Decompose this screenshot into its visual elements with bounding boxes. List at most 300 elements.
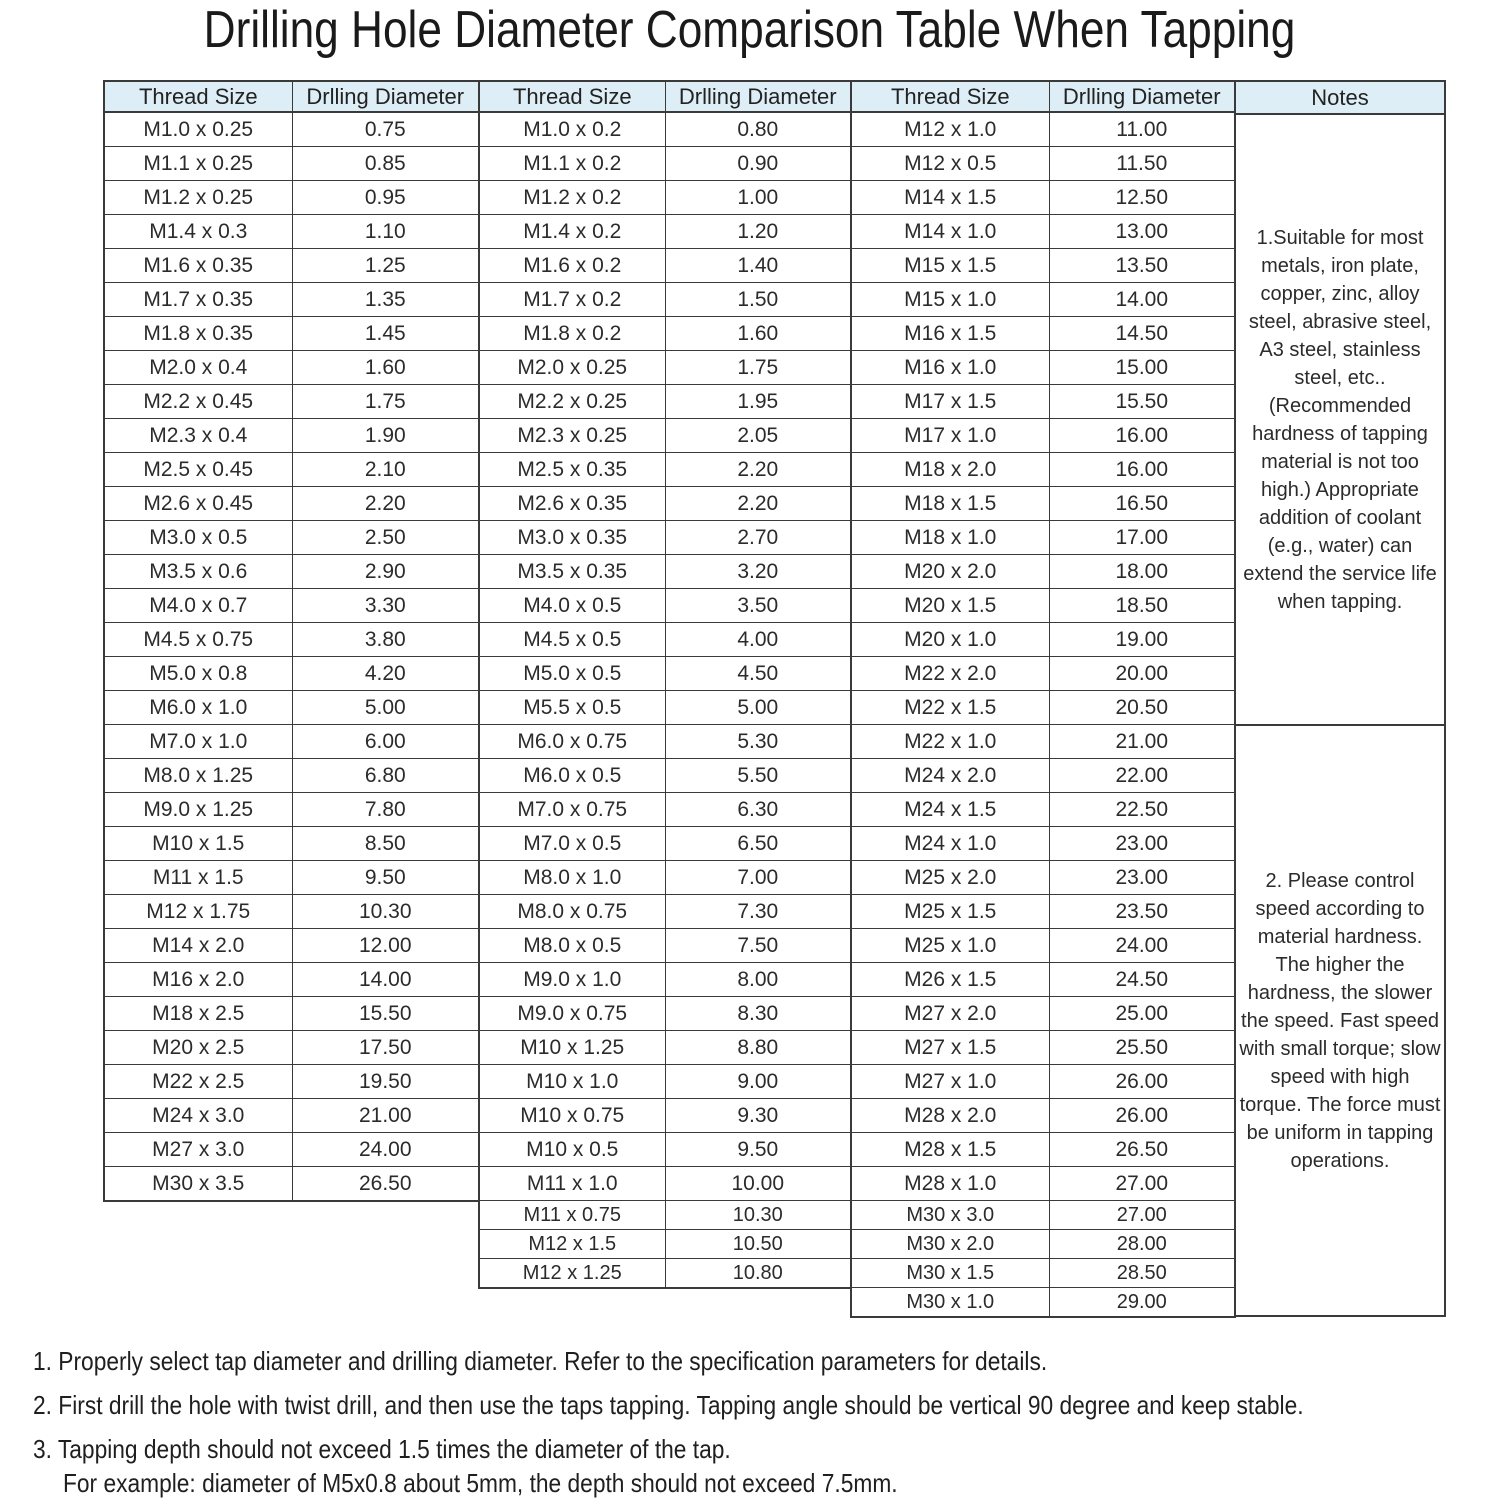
drill-diameter-cell: 1.75 bbox=[665, 351, 851, 385]
table-row bbox=[851, 657, 1235, 691]
drill-diameter-cell: 0.90 bbox=[665, 147, 851, 181]
table-row bbox=[479, 725, 851, 759]
drill-diameter-cell: 18.50 bbox=[1049, 589, 1235, 623]
thread-size-cell: M2.2 x 0.25 bbox=[479, 385, 665, 419]
table-row bbox=[104, 555, 479, 589]
drill-diameter-cell: 6.50 bbox=[665, 827, 851, 861]
table-row bbox=[851, 487, 1235, 521]
drill-diameter-cell: 19.50 bbox=[292, 1065, 479, 1099]
table-row bbox=[479, 691, 851, 725]
thread-size-cell: M17 x 1.5 bbox=[851, 385, 1049, 419]
drill-diameter-cell: 1.25 bbox=[292, 249, 479, 283]
table-row bbox=[104, 657, 479, 691]
thread-size-cell: M27 x 2.0 bbox=[851, 997, 1049, 1031]
drill-diameter-cell: 2.70 bbox=[665, 521, 851, 555]
table-row bbox=[479, 215, 851, 249]
thread-size-cell: M1.6 x 0.35 bbox=[104, 249, 292, 283]
table-row bbox=[479, 487, 851, 521]
thread-size-cell: M16 x 2.0 bbox=[104, 963, 292, 997]
thread-size-cell: M24 x 2.0 bbox=[851, 759, 1049, 793]
thread-size-cell: M25 x 1.0 bbox=[851, 929, 1049, 963]
drill-diameter-cell: 24.00 bbox=[1049, 929, 1235, 963]
table-row bbox=[104, 419, 479, 453]
thread-size-cell: M28 x 1.0 bbox=[851, 1167, 1049, 1201]
drill-diameter-cell: 24.00 bbox=[292, 1133, 479, 1167]
drill-diameter-cell: 3.50 bbox=[665, 589, 851, 623]
table-row bbox=[104, 283, 479, 317]
thread-size-cell: M1.0 x 0.2 bbox=[479, 112, 665, 147]
thread-size-cell: M11 x 1.5 bbox=[104, 861, 292, 895]
thread-size-cell: M24 x 3.0 bbox=[104, 1099, 292, 1133]
table-row bbox=[104, 997, 479, 1031]
thread-size-cell: M22 x 1.5 bbox=[851, 691, 1049, 725]
thread-size-cell: M14 x 1.5 bbox=[851, 181, 1049, 215]
drill-diameter-cell: 27.00 bbox=[1049, 1201, 1235, 1230]
table-row bbox=[104, 1099, 479, 1133]
thread-size-cell: M8.0 x 1.0 bbox=[479, 861, 665, 895]
thread-size-cell: M15 x 1.5 bbox=[851, 249, 1049, 283]
drill-diameter-cell: 1.95 bbox=[665, 385, 851, 419]
drill-diameter-cell: 19.00 bbox=[1049, 623, 1235, 657]
drill-diameter-cell: 1.75 bbox=[292, 385, 479, 419]
thread-size-cell: M5.0 x 0.5 bbox=[479, 657, 665, 691]
thread-size-cell: M1.2 x 0.25 bbox=[104, 181, 292, 215]
drill-diameter-cell: 2.10 bbox=[292, 453, 479, 487]
note-2: 2. Please control speed according to material hardness. The higher the hardness, the slower the speed. Fast speed with small torque; slow speed with high torque. The force must be uniform in tapping operations. bbox=[1234, 726, 1446, 1317]
table-row bbox=[479, 1065, 851, 1099]
thread-size-cell: M18 x 1.5 bbox=[851, 487, 1049, 521]
footnotes bbox=[33, 1346, 1485, 1499]
table-row bbox=[104, 112, 479, 147]
thread-size-cell: M10 x 1.5 bbox=[104, 827, 292, 861]
thread-size-cell: M4.5 x 0.5 bbox=[479, 623, 665, 657]
thread-size-cell: M17 x 1.0 bbox=[851, 419, 1049, 453]
table-row bbox=[851, 759, 1235, 793]
table-row bbox=[479, 317, 851, 351]
thread-size-cell: M11 x 0.75 bbox=[479, 1201, 665, 1230]
table-row bbox=[104, 453, 479, 487]
thread-size-cell: M2.0 x 0.4 bbox=[104, 351, 292, 385]
table-row bbox=[851, 1201, 1235, 1230]
table-row bbox=[479, 351, 851, 385]
table-row bbox=[851, 691, 1235, 725]
drill-diameter-cell: 8.00 bbox=[665, 963, 851, 997]
table-row bbox=[851, 793, 1235, 827]
table-row bbox=[104, 895, 479, 929]
thread-size-cell: M18 x 2.0 bbox=[851, 453, 1049, 487]
drill-diameter-cell: 15.50 bbox=[292, 997, 479, 1031]
table-row bbox=[479, 997, 851, 1031]
thread-size-cell: M2.5 x 0.35 bbox=[479, 453, 665, 487]
drill-diameter-cell: 26.50 bbox=[292, 1167, 479, 1202]
table-row bbox=[851, 555, 1235, 589]
thread-size-cell: M1.4 x 0.2 bbox=[479, 215, 665, 249]
table-row bbox=[104, 623, 479, 657]
table-row bbox=[479, 1230, 851, 1259]
table-row bbox=[851, 725, 1235, 759]
drill-diameter-cell: 1.20 bbox=[665, 215, 851, 249]
thread-size-cell: M27 x 3.0 bbox=[104, 1133, 292, 1167]
table-row bbox=[104, 215, 479, 249]
thread-size-cell: M12 x 1.5 bbox=[479, 1230, 665, 1259]
table-row bbox=[479, 963, 851, 997]
drill-diameter-cell: 22.50 bbox=[1049, 793, 1235, 827]
thread-size-cell: M10 x 1.25 bbox=[479, 1031, 665, 1065]
drill-diameter-cell: 15.00 bbox=[1049, 351, 1235, 385]
drill-diameter-cell: 10.30 bbox=[292, 895, 479, 929]
thread-size-cell: M22 x 2.5 bbox=[104, 1065, 292, 1099]
thread-size-cell: M12 x 0.5 bbox=[851, 147, 1049, 181]
table-row bbox=[104, 521, 479, 555]
drill-diameter-cell: 1.90 bbox=[292, 419, 479, 453]
table-row bbox=[104, 181, 479, 215]
drill-diameter-cell: 2.50 bbox=[292, 521, 479, 555]
drill-diameter-cell: 18.00 bbox=[1049, 555, 1235, 589]
table-row bbox=[479, 1167, 851, 1201]
notes-column bbox=[1234, 80, 1446, 1317]
drill-diameter-cell: 25.00 bbox=[1049, 997, 1235, 1031]
table-row bbox=[104, 1065, 479, 1099]
table-row bbox=[479, 1099, 851, 1133]
drill-diameter-cell: 17.50 bbox=[292, 1031, 479, 1065]
drill-diameter-cell: 9.50 bbox=[292, 861, 479, 895]
table-row bbox=[851, 385, 1235, 419]
thread-size-cell: M1.8 x 0.35 bbox=[104, 317, 292, 351]
thread-size-cell: M2.3 x 0.25 bbox=[479, 419, 665, 453]
thread-size-cell: M6.0 x 0.75 bbox=[479, 725, 665, 759]
table-row bbox=[851, 1133, 1235, 1167]
thread-table-3 bbox=[850, 80, 1236, 1318]
thread-size-cell: M2.5 x 0.45 bbox=[104, 453, 292, 487]
drill-diameter-cell: 11.50 bbox=[1049, 147, 1235, 181]
table-row bbox=[851, 861, 1235, 895]
page-title: Drilling Hole Diameter Comparison Table When Tapping bbox=[203, 1, 1296, 59]
drill-diameter-cell: 10.80 bbox=[665, 1259, 851, 1289]
table-row bbox=[104, 827, 479, 861]
drill-diameter-cell: 12.50 bbox=[1049, 181, 1235, 215]
footnote-3: 3. Tapping depth should not exceed 1.5 times the diameter of the tap. bbox=[33, 1434, 731, 1464]
thread-size-cell: M28 x 1.5 bbox=[851, 1133, 1049, 1167]
drill-diameter-cell: 8.30 bbox=[665, 997, 851, 1031]
table-row bbox=[104, 725, 479, 759]
drill-diameter-cell: 4.50 bbox=[665, 657, 851, 691]
drill-diameter-cell: 27.00 bbox=[1049, 1167, 1235, 1201]
table-row bbox=[851, 283, 1235, 317]
thread-size-cell: M2.2 x 0.45 bbox=[104, 385, 292, 419]
thread-table-1 bbox=[103, 80, 480, 1202]
thread-size-cell: M11 x 1.0 bbox=[479, 1167, 665, 1201]
thread-table-2 bbox=[478, 80, 852, 1289]
table-2-header-row bbox=[479, 81, 851, 112]
drill-diameter-cell: 2.90 bbox=[292, 555, 479, 589]
drill-diameter-cell: 1.60 bbox=[665, 317, 851, 351]
thread-size-cell: M24 x 1.0 bbox=[851, 827, 1049, 861]
drilling-diameter-header: Drlling Diameter bbox=[665, 81, 851, 112]
drill-diameter-cell: 9.30 bbox=[665, 1099, 851, 1133]
thread-size-cell: M30 x 1.5 bbox=[851, 1259, 1049, 1288]
thread-size-cell: M5.0 x 0.8 bbox=[104, 657, 292, 691]
drill-diameter-cell: 8.50 bbox=[292, 827, 479, 861]
thread-size-cell: M2.6 x 0.45 bbox=[104, 487, 292, 521]
drill-diameter-cell: 5.50 bbox=[665, 759, 851, 793]
table-row bbox=[851, 1099, 1235, 1133]
table-row bbox=[479, 1031, 851, 1065]
thread-size-cell: M1.4 x 0.3 bbox=[104, 215, 292, 249]
table-row bbox=[851, 997, 1235, 1031]
drill-diameter-cell: 20.50 bbox=[1049, 691, 1235, 725]
thread-size-cell: M2.3 x 0.4 bbox=[104, 419, 292, 453]
drill-diameter-cell: 0.85 bbox=[292, 147, 479, 181]
thread-size-cell: M9.0 x 1.25 bbox=[104, 793, 292, 827]
drill-diameter-cell: 23.00 bbox=[1049, 827, 1235, 861]
thread-size-cell: M27 x 1.0 bbox=[851, 1065, 1049, 1099]
thread-size-cell: M4.0 x 0.7 bbox=[104, 589, 292, 623]
thread-size-cell: M4.5 x 0.75 bbox=[104, 623, 292, 657]
thread-size-cell: M1.0 x 0.25 bbox=[104, 112, 292, 147]
thread-size-cell: M20 x 1.0 bbox=[851, 623, 1049, 657]
thread-size-cell: M10 x 1.0 bbox=[479, 1065, 665, 1099]
drill-diameter-cell: 10.30 bbox=[665, 1201, 851, 1230]
thread-size-cell: M16 x 1.0 bbox=[851, 351, 1049, 385]
thread-size-cell: M24 x 1.5 bbox=[851, 793, 1049, 827]
table-row bbox=[104, 1133, 479, 1167]
drill-diameter-cell: 7.30 bbox=[665, 895, 851, 929]
thread-size-cell: M8.0 x 1.25 bbox=[104, 759, 292, 793]
table-1-header-row bbox=[104, 81, 479, 112]
table-row bbox=[479, 385, 851, 419]
drill-diameter-cell: 11.00 bbox=[1049, 112, 1235, 147]
thread-size-cell: M12 x 1.75 bbox=[104, 895, 292, 929]
drill-diameter-cell: 1.40 bbox=[665, 249, 851, 283]
table-row bbox=[479, 827, 851, 861]
thread-size-header: Thread Size bbox=[479, 81, 665, 112]
thread-size-cell: M16 x 1.5 bbox=[851, 317, 1049, 351]
drill-diameter-cell: 21.00 bbox=[292, 1099, 479, 1133]
table-row bbox=[479, 147, 851, 181]
table-row bbox=[479, 1259, 851, 1289]
drill-diameter-cell: 14.50 bbox=[1049, 317, 1235, 351]
table-row bbox=[851, 351, 1235, 385]
drill-diameter-cell: 7.80 bbox=[292, 793, 479, 827]
table-row bbox=[479, 793, 851, 827]
drill-diameter-cell: 0.95 bbox=[292, 181, 479, 215]
thread-size-cell: M3.0 x 0.35 bbox=[479, 521, 665, 555]
table-row bbox=[479, 623, 851, 657]
table-row bbox=[104, 759, 479, 793]
thread-size-cell: M20 x 2.5 bbox=[104, 1031, 292, 1065]
drill-diameter-cell: 2.20 bbox=[665, 487, 851, 521]
drill-diameter-cell: 3.20 bbox=[665, 555, 851, 589]
thread-size-header: Thread Size bbox=[851, 81, 1049, 112]
note-1: 1.Suitable for most metals, iron plate, copper, zinc, alloy steel, abrasive steel, A3 steel, stainless steel, etc..(Recommended hardness of tapping material is not too high.) Appropriate addition of coolant (e.g., water) can extend the service life when tapping. bbox=[1234, 115, 1446, 726]
drill-diameter-cell: 3.80 bbox=[292, 623, 479, 657]
footnote-2: 2. First drill the hole with twist drill, and then use the taps tapping. Tapping angle should be vertical 90 degree and keep stable. bbox=[33, 1390, 1304, 1420]
drill-diameter-cell: 5.00 bbox=[292, 691, 479, 725]
drill-diameter-cell: 2.20 bbox=[665, 453, 851, 487]
table-row bbox=[851, 1288, 1235, 1318]
thread-size-cell: M22 x 2.0 bbox=[851, 657, 1049, 691]
thread-size-cell: M25 x 2.0 bbox=[851, 861, 1049, 895]
table-row bbox=[851, 1259, 1235, 1288]
table-row bbox=[851, 453, 1235, 487]
table-row bbox=[479, 929, 851, 963]
table-row bbox=[479, 861, 851, 895]
drill-diameter-cell: 16.50 bbox=[1049, 487, 1235, 521]
table-row bbox=[851, 249, 1235, 283]
drill-diameter-cell: 21.00 bbox=[1049, 725, 1235, 759]
thread-size-cell: M3.0 x 0.5 bbox=[104, 521, 292, 555]
thread-size-cell: M18 x 1.0 bbox=[851, 521, 1049, 555]
table-row bbox=[479, 283, 851, 317]
drill-diameter-cell: 14.00 bbox=[292, 963, 479, 997]
drill-diameter-cell: 2.20 bbox=[292, 487, 479, 521]
thread-size-cell: M20 x 1.5 bbox=[851, 589, 1049, 623]
drill-diameter-cell: 3.30 bbox=[292, 589, 479, 623]
table-row bbox=[104, 351, 479, 385]
footnote-1: 1. Properly select tap diameter and drilling diameter. Refer to the specification parameters for details. bbox=[33, 1346, 1048, 1376]
table-row bbox=[851, 419, 1235, 453]
thread-size-cell: M1.1 x 0.2 bbox=[479, 147, 665, 181]
table-row bbox=[479, 759, 851, 793]
thread-size-cell: M14 x 2.0 bbox=[104, 929, 292, 963]
thread-size-cell: M30 x 3.5 bbox=[104, 1167, 292, 1202]
drill-diameter-cell: 0.75 bbox=[292, 112, 479, 147]
table-row bbox=[104, 317, 479, 351]
thread-size-cell: M12 x 1.25 bbox=[479, 1259, 665, 1289]
drill-diameter-cell: 28.00 bbox=[1049, 1230, 1235, 1259]
drill-diameter-cell: 1.00 bbox=[665, 181, 851, 215]
drill-diameter-cell: 9.00 bbox=[665, 1065, 851, 1099]
table-row bbox=[479, 419, 851, 453]
table-row bbox=[851, 589, 1235, 623]
table-row bbox=[104, 963, 479, 997]
table-row bbox=[479, 249, 851, 283]
table-row bbox=[851, 929, 1235, 963]
drill-diameter-cell: 23.50 bbox=[1049, 895, 1235, 929]
thread-size-header: Thread Size bbox=[104, 81, 292, 112]
table-row bbox=[851, 1230, 1235, 1259]
thread-size-cell: M6.0 x 0.5 bbox=[479, 759, 665, 793]
thread-size-cell: M4.0 x 0.5 bbox=[479, 589, 665, 623]
drill-diameter-cell: 7.50 bbox=[665, 929, 851, 963]
thread-size-cell: M8.0 x 0.75 bbox=[479, 895, 665, 929]
drill-diameter-cell: 12.00 bbox=[292, 929, 479, 963]
thread-size-cell: M30 x 3.0 bbox=[851, 1201, 1049, 1230]
drill-diameter-cell: 6.80 bbox=[292, 759, 479, 793]
thread-size-cell: M7.0 x 0.5 bbox=[479, 827, 665, 861]
thread-size-cell: M2.6 x 0.35 bbox=[479, 487, 665, 521]
table-row bbox=[479, 453, 851, 487]
thread-size-cell: M25 x 1.5 bbox=[851, 895, 1049, 929]
table-row bbox=[851, 963, 1235, 997]
thread-size-cell: M20 x 2.0 bbox=[851, 555, 1049, 589]
table-3-body bbox=[851, 112, 1235, 1317]
footnote-example: For example: diameter of M5x0.8 about 5mm, the depth should not exceed 7.5mm. bbox=[63, 1468, 898, 1498]
thread-size-cell: M15 x 1.0 bbox=[851, 283, 1049, 317]
drill-diameter-cell: 29.00 bbox=[1049, 1288, 1235, 1318]
thread-size-cell: M3.5 x 0.6 bbox=[104, 555, 292, 589]
drill-diameter-cell: 1.35 bbox=[292, 283, 479, 317]
drill-diameter-cell: 16.00 bbox=[1049, 419, 1235, 453]
thread-size-cell: M2.0 x 0.25 bbox=[479, 351, 665, 385]
drill-diameter-cell: 0.80 bbox=[665, 112, 851, 147]
drill-diameter-cell: 6.00 bbox=[292, 725, 479, 759]
drill-diameter-cell: 6.30 bbox=[665, 793, 851, 827]
table-row bbox=[851, 1167, 1235, 1201]
thread-size-cell: M7.0 x 0.75 bbox=[479, 793, 665, 827]
table-row bbox=[479, 521, 851, 555]
table-row bbox=[479, 589, 851, 623]
thread-size-cell: M30 x 1.0 bbox=[851, 1288, 1049, 1318]
drill-diameter-cell: 16.00 bbox=[1049, 453, 1235, 487]
drill-diameter-cell: 1.45 bbox=[292, 317, 479, 351]
thread-size-cell: M1.2 x 0.2 bbox=[479, 181, 665, 215]
drill-diameter-cell: 15.50 bbox=[1049, 385, 1235, 419]
drill-diameter-cell: 14.00 bbox=[1049, 283, 1235, 317]
thread-size-cell: M3.5 x 0.35 bbox=[479, 555, 665, 589]
drill-diameter-cell: 26.00 bbox=[1049, 1065, 1235, 1099]
drill-diameter-cell: 1.10 bbox=[292, 215, 479, 249]
table-row bbox=[479, 555, 851, 589]
drill-diameter-cell: 26.50 bbox=[1049, 1133, 1235, 1167]
table-row bbox=[104, 929, 479, 963]
table-row bbox=[104, 385, 479, 419]
table-row bbox=[479, 112, 851, 147]
table-3-header-row bbox=[851, 81, 1235, 112]
drill-diameter-cell: 1.60 bbox=[292, 351, 479, 385]
drill-diameter-cell: 13.50 bbox=[1049, 249, 1235, 283]
table-row bbox=[851, 1065, 1235, 1099]
drill-diameter-cell: 4.20 bbox=[292, 657, 479, 691]
table-row bbox=[851, 181, 1235, 215]
comparison-table bbox=[103, 80, 1446, 1318]
table-row bbox=[479, 895, 851, 929]
drill-diameter-cell: 2.05 bbox=[665, 419, 851, 453]
table-2-body bbox=[479, 112, 851, 1288]
table-row bbox=[104, 589, 479, 623]
thread-size-cell: M12 x 1.0 bbox=[851, 112, 1049, 147]
table-row bbox=[851, 147, 1235, 181]
drill-diameter-cell: 25.50 bbox=[1049, 1031, 1235, 1065]
drill-diameter-cell: 17.00 bbox=[1049, 521, 1235, 555]
table-1-body bbox=[104, 112, 479, 1201]
table-row bbox=[479, 1201, 851, 1230]
thread-size-cell: M9.0 x 1.0 bbox=[479, 963, 665, 997]
drill-diameter-cell: 9.50 bbox=[665, 1133, 851, 1167]
thread-size-cell: M10 x 0.75 bbox=[479, 1099, 665, 1133]
table-row bbox=[479, 1133, 851, 1167]
drill-diameter-cell: 10.50 bbox=[665, 1230, 851, 1259]
table-row bbox=[479, 181, 851, 215]
table-row bbox=[851, 215, 1235, 249]
thread-size-cell: M5.5 x 0.5 bbox=[479, 691, 665, 725]
thread-size-cell: M7.0 x 1.0 bbox=[104, 725, 292, 759]
thread-size-cell: M18 x 2.5 bbox=[104, 997, 292, 1031]
thread-size-cell: M22 x 1.0 bbox=[851, 725, 1049, 759]
drill-diameter-cell: 26.00 bbox=[1049, 1099, 1235, 1133]
thread-size-cell: M1.1 x 0.25 bbox=[104, 147, 292, 181]
table-row bbox=[851, 112, 1235, 147]
table-row bbox=[104, 691, 479, 725]
table-row bbox=[104, 1167, 479, 1202]
thread-size-cell: M8.0 x 0.5 bbox=[479, 929, 665, 963]
drill-diameter-cell: 4.00 bbox=[665, 623, 851, 657]
table-row bbox=[851, 1031, 1235, 1065]
drill-diameter-cell: 24.50 bbox=[1049, 963, 1235, 997]
thread-size-cell: M28 x 2.0 bbox=[851, 1099, 1049, 1133]
thread-size-cell: M10 x 0.5 bbox=[479, 1133, 665, 1167]
drill-diameter-cell: 22.00 bbox=[1049, 759, 1235, 793]
